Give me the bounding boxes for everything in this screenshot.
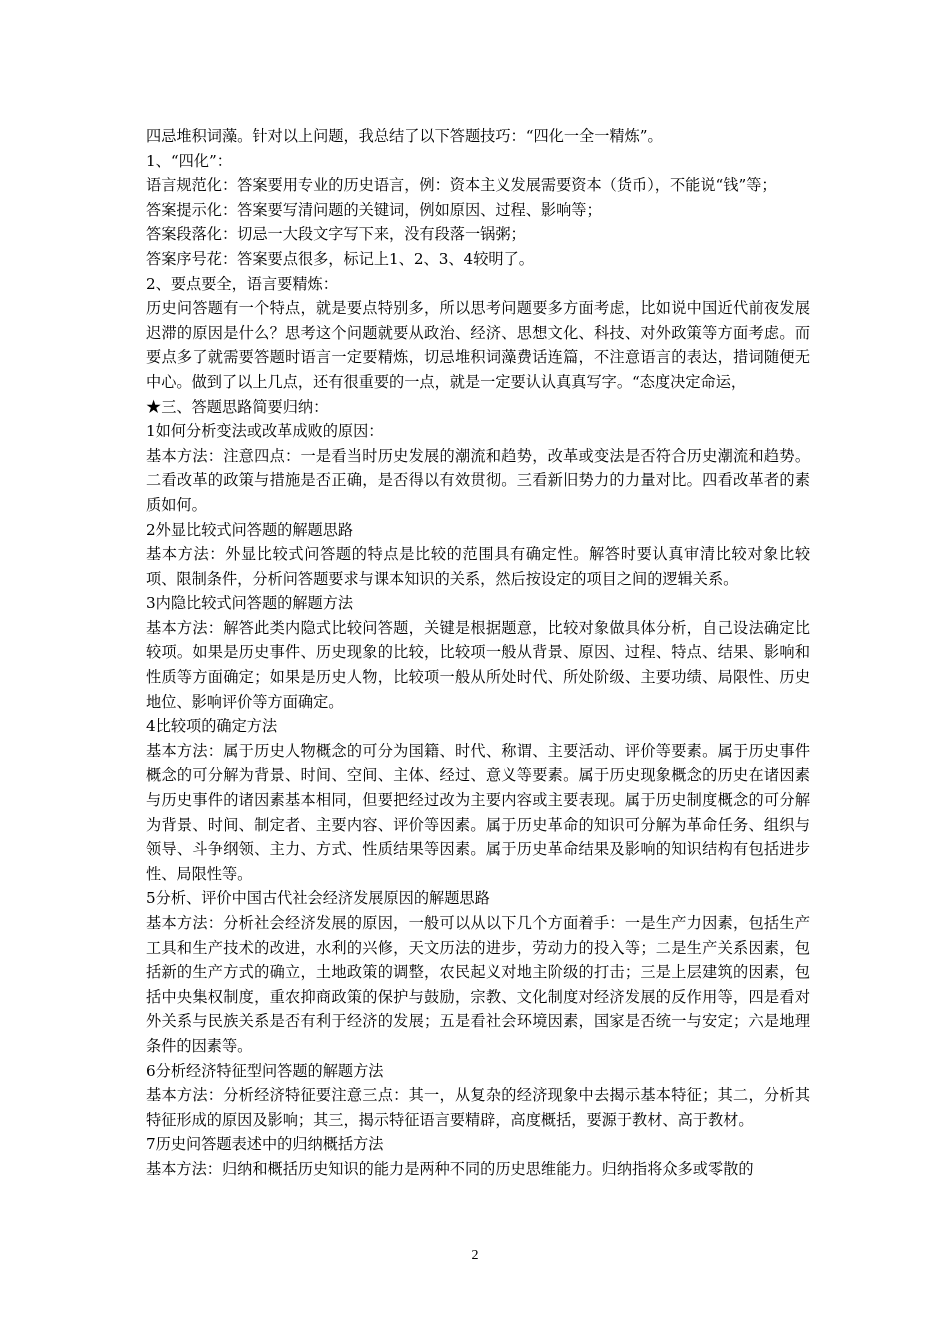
page-number: 2 xyxy=(471,1248,479,1263)
subsection-heading: 6分析经济特征型问答题的解题方法 xyxy=(146,1061,384,1080)
subsection-heading: 5分析、评价中国古代社会经济发展原因的解题思路 xyxy=(146,889,490,908)
paragraph: 答案序号花：答案要点很多，标记上1、2、3、4较明了。 xyxy=(146,249,534,268)
section-heading: 1、“四化”： xyxy=(146,151,232,170)
paragraph: 答案段落化：切忌一大段文字写下来，没有段落一锅粥； xyxy=(146,225,526,244)
subsection-heading: 4比较项的确定方法 xyxy=(146,717,278,736)
subsection-heading: 7历史问答题表述中的归纳概括方法 xyxy=(146,1135,384,1154)
section-heading: 2、要点要全，语言要精炼： xyxy=(146,274,338,293)
subsection-heading: 3内隐比较式问答题的解题方法 xyxy=(146,594,354,613)
subsection-heading: 2外显比较式问答题的解题思路 xyxy=(146,520,354,539)
paragraph: 四忌堆积词藻。针对以上问题，我总结了以下答题技巧：“四化一全一精炼”。 xyxy=(146,127,663,145)
paragraph: 基本方法：属于历史人物概念的可分为国籍、时代、称谓、主要活动、评价等要素。属于历史事件概念的可分解为背景、时间、空间、主体、经过、意义等要素。属于历史现象概念的历史在诸因素与历史事件的诸因素基本相同，但要把经过改为主要内容或主要表现。属于历史制度概念的可分解为背景、时间、制定者、主要内容、评价等因素。属于历史革命的知识可分解为革命任务、组织与领导、斗争纲领、主力、方式、性质结果等因素。属于历史革命结果及影响的知识结构有包括进步性、局限性等。 xyxy=(146,741,810,883)
paragraph: 语言规范化：答案要用专业的历史语言，例：资本主义发展需要资本（货币），不能说“钱”等； xyxy=(146,176,777,195)
paragraph: 基本方法：解答此类内隐式比较问答题，关键是根据题意，比较对象做具体分析，自己设法确定比较项。如果是历史事件、历史现象的比较，比较项一般从背景、原因、过程、特点、结果、影响和性质等方面确定；如果是历史人物，比较项一般从所处时代、所处阶级、主要功绩、局限性、历史地位、影响评价等方面确定。 xyxy=(146,618,810,711)
paragraph: 基本方法：归纳和概括历史知识的能力是两种不同的历史思维能力。归纳指将众多或零散的 xyxy=(146,1159,754,1178)
paragraph: 基本方法：分析社会经济发展的原因，一般可以从以下几个方面着手：一是生产力因素，包括生产工具和生产技术的改进，水利的兴修，天文历法的进步，劳动力的投入等；二是生产关系因素，包括新的生产方式的确立，土地政策的调整，农民起义对地主阶级的打击；三是上层建筑的因素，包括中央集权制度，重农抑商政策的保护与鼓励，宗教、文化制度对经济发展的反作用等，四是看对外关系与民族关系是否有利于经济的发展；五是看社会环境因素，国家是否统一与安定；六是地理条件的因素等。 xyxy=(146,914,810,1055)
subsection-heading: 1如何分析变法或改革成败的原因： xyxy=(146,422,384,441)
paragraph: 基本方法：外显比较式问答题的特点是比较的范围具有确定性。解答时要认真审清比较对象比较项、限制条件，分析问答题要求与课本知识的关系，然后按设定的项目之间的逻辑关系。 xyxy=(146,545,810,588)
paragraph: 历史问答题有一个特点，就是要点特别多，所以思考问题要多方面考虑，比如说中国近代前夜发展迟滞的原因是什么？思考这个问题就要从政治、经济、思想文化、科技、对外政策等方面考虑。而要点多了就需要答题时语言一定要精炼，切忌堆积词藻费话连篇，不注意语言的表达，措词随便无中心。做到了以上几点，还有很重要的一点，就是一定要认认真真写字。“态度决定命运， xyxy=(146,299,810,391)
paragraph: 基本方法：分析经济特征要注意三点：其一，从复杂的经济现象中去揭示基本特征；其二，分析其特征形成的原因及影响；其三，揭示特征语言要精辟，高度概括，要源于教材、高于教材。 xyxy=(146,1086,810,1129)
section-heading: ★三、答题思路简要归纳： xyxy=(146,397,329,416)
document-body xyxy=(146,124,810,1182)
paragraph: 答案提示化：答案要写清问题的关键词，例如原因、过程、影响等； xyxy=(146,200,602,219)
paragraph: 基本方法：注意四点：一是看当时历史发展的潮流和趋势，改革或变法是否符合历史潮流和趋势。二看改革的政策与措施是否正确，是否得以有效贯彻。三看新旧势力的力量对比。四看改革者的素质如何。 xyxy=(146,446,810,514)
